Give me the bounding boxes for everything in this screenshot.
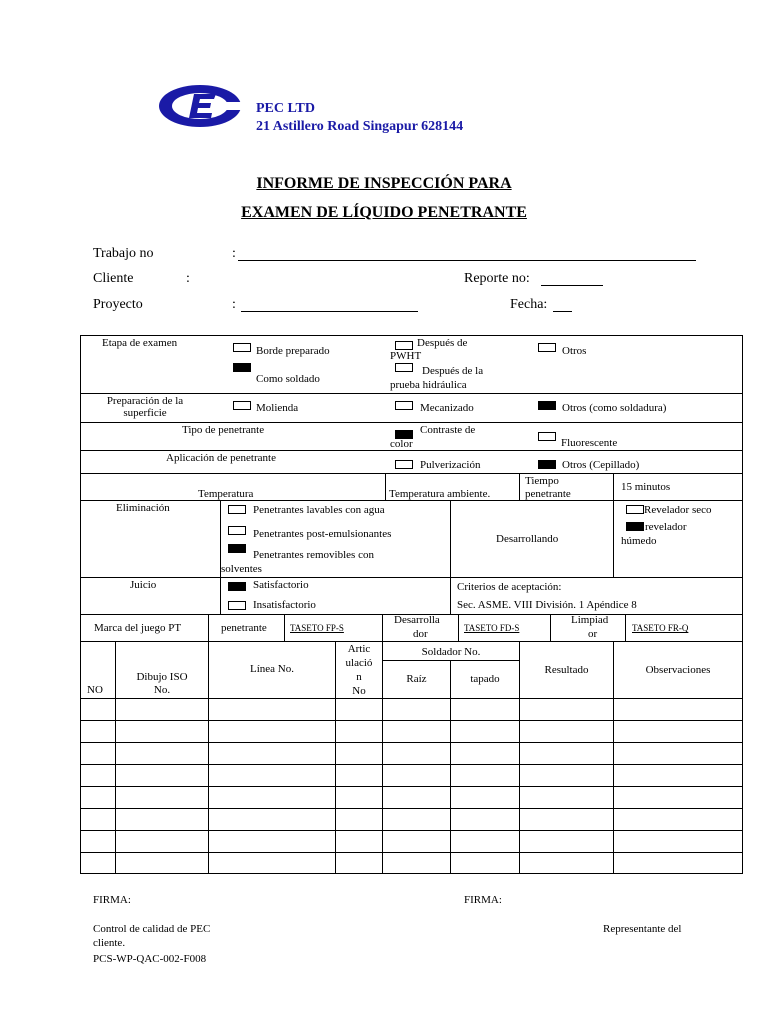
checkbox-revelador-seco[interactable] bbox=[626, 505, 644, 514]
firma-right: FIRMA: bbox=[464, 894, 502, 906]
limpiador-label1: Limpiad bbox=[571, 614, 609, 626]
cliente-footer: cliente. bbox=[93, 937, 126, 949]
desarrollador-label1: Desarrolla bbox=[394, 614, 440, 626]
juicio-opt2: Insatisfactorio bbox=[253, 599, 316, 611]
proyecto-sep: : bbox=[232, 297, 236, 312]
revelador-opt2b: húmedo bbox=[621, 535, 657, 547]
preparacion-label2: superficie bbox=[123, 407, 167, 419]
col-linea: Línea No. bbox=[250, 663, 294, 675]
checkbox-mecanizado[interactable] bbox=[395, 401, 413, 410]
representante-label: Representante del bbox=[603, 923, 682, 935]
checkbox-etapa-otros[interactable] bbox=[538, 343, 556, 352]
eliminacion-label: Eliminación bbox=[116, 502, 170, 514]
eliminacion-opt3b: solventes bbox=[221, 563, 262, 575]
tipo-opt1a: Contraste de bbox=[420, 424, 476, 436]
company-name: PEC LTD bbox=[256, 101, 316, 116]
etapa-opt3b: PWHT bbox=[390, 350, 422, 362]
eliminacion-opt2: Penetrantes post-emulsionantes bbox=[253, 528, 392, 540]
penetrante-value: TASETO FP-S bbox=[290, 623, 344, 633]
etapa-opt5: Otros bbox=[562, 345, 587, 357]
col-no: NO bbox=[87, 684, 103, 696]
etapa-opt1: Borde preparado bbox=[256, 345, 330, 357]
etapa-opt4a: Después de la bbox=[422, 365, 484, 377]
limpiador-label2: or bbox=[588, 628, 598, 640]
limpiador-value: TASETO FR-Q bbox=[632, 623, 689, 633]
checkbox-como-soldado[interactable] bbox=[233, 363, 251, 372]
col-soldador: Soldador No. bbox=[421, 646, 481, 658]
preparacion-opt3: Otros (como soldadura) bbox=[562, 402, 667, 414]
report-title-line1: INFORME DE INSPECCIÓN PARA bbox=[256, 175, 512, 192]
penetrante-label: penetrante bbox=[221, 622, 267, 634]
tipo-opt2: Fluorescente bbox=[561, 437, 618, 449]
report-title-line2: EXAMEN DE LÍQUIDO PENETRANTE bbox=[241, 204, 527, 221]
criterios-label: Criterios de aceptación: bbox=[457, 581, 562, 593]
col-art3: n bbox=[356, 671, 362, 683]
tipo-opt1b: color bbox=[390, 438, 413, 450]
preparacion-opt2: Mecanizado bbox=[420, 402, 474, 414]
trabajo-label: Trabajo no bbox=[93, 246, 154, 261]
tiempo-label1: Tiempo bbox=[525, 475, 559, 487]
checkbox-prueba-hidraulica[interactable] bbox=[395, 363, 413, 372]
tiempo-label2: penetrante bbox=[525, 488, 571, 500]
firma-left: FIRMA: bbox=[93, 894, 131, 906]
col-tapado: tapado bbox=[470, 673, 500, 685]
col-raiz: Raíz bbox=[406, 673, 427, 685]
etapa-opt2: Como soldado bbox=[256, 373, 320, 385]
trabajo-sep: : bbox=[232, 246, 236, 261]
checkbox-post-emulsionantes[interactable] bbox=[228, 526, 246, 535]
preparacion-label1: Preparación de la bbox=[106, 395, 184, 407]
juicio-opt1: Satisfactorio bbox=[253, 579, 309, 591]
checkbox-fluorescente[interactable] bbox=[538, 432, 556, 441]
col-dibujo2: No. bbox=[153, 684, 171, 696]
juicio-label: Juicio bbox=[130, 579, 157, 591]
col-resultado: Resultado bbox=[544, 664, 589, 676]
checkbox-insatisfactorio[interactable] bbox=[228, 601, 246, 610]
checkbox-satisfactorio[interactable] bbox=[228, 582, 246, 591]
company-address: 21 Astillero Road Singapur 628144 bbox=[256, 119, 464, 134]
col-art4: No bbox=[352, 685, 366, 697]
desarrollador-value: TASETO FD-S bbox=[464, 623, 520, 633]
aplicacion-opt1: Pulverización bbox=[420, 459, 481, 471]
aplicacion-label: Aplicación de penetrante bbox=[166, 452, 276, 464]
desarrollando-label: Desarrollando bbox=[496, 533, 559, 545]
proyecto-label: Proyecto bbox=[93, 297, 143, 312]
cliente-label: Cliente bbox=[93, 271, 134, 286]
checkbox-borde[interactable] bbox=[233, 343, 251, 352]
temperatura-label: Temperatura bbox=[198, 488, 254, 500]
col-art2: ulació bbox=[345, 657, 373, 669]
checkbox-pwht[interactable] bbox=[395, 341, 413, 350]
aplicacion-opt2: Otros (Cepillado) bbox=[562, 459, 640, 471]
revelador-opt1: Revelador seco bbox=[644, 504, 712, 516]
tiempo-value: 15 minutos bbox=[621, 481, 671, 493]
fecha-label: Fecha: bbox=[510, 297, 548, 312]
eliminacion-opt1: Penetrantes lavables con agua bbox=[253, 504, 385, 516]
criterios-value: Sec. ASME. VIII División. 1 Apéndice 8 bbox=[457, 599, 637, 611]
revelador-opt2a: revelador bbox=[645, 521, 687, 533]
control-label: Control de calidad de PEC bbox=[93, 923, 211, 935]
col-observaciones: Observaciones bbox=[645, 664, 711, 676]
marca-label: Marca del juego PT bbox=[94, 622, 182, 634]
col-art1: Artic bbox=[347, 643, 371, 655]
checkbox-revelador-humedo[interactable] bbox=[626, 522, 644, 531]
preparacion-opt1: Molienda bbox=[256, 402, 299, 414]
etapa-label: Etapa de examen bbox=[102, 337, 178, 349]
checkbox-prep-otros[interactable] bbox=[538, 401, 556, 410]
eliminacion-opt3a: Penetrantes removibles con bbox=[253, 549, 374, 561]
checkbox-pulverizacion[interactable] bbox=[395, 460, 413, 469]
cliente-sep: : bbox=[186, 271, 190, 286]
checkbox-lavables[interactable] bbox=[228, 505, 246, 514]
etapa-opt4b: prueba hidráulica bbox=[390, 379, 467, 391]
checkbox-removibles[interactable] bbox=[228, 544, 246, 553]
checkbox-cepillado[interactable] bbox=[538, 460, 556, 469]
checkbox-molienda[interactable] bbox=[233, 401, 251, 410]
col-dibujo1: Dibujo ISO bbox=[136, 671, 188, 683]
etapa-opt3a: Después de bbox=[417, 337, 468, 349]
desarrollador-label2: dor bbox=[413, 628, 428, 640]
form-code: PCS-WP-QAC-002-F008 bbox=[93, 953, 207, 965]
reporte-label: Reporte no: bbox=[464, 271, 530, 286]
tipo-label: Tipo de penetrante bbox=[182, 424, 265, 436]
temperatura-value: Temperatura ambiente. bbox=[389, 488, 491, 500]
